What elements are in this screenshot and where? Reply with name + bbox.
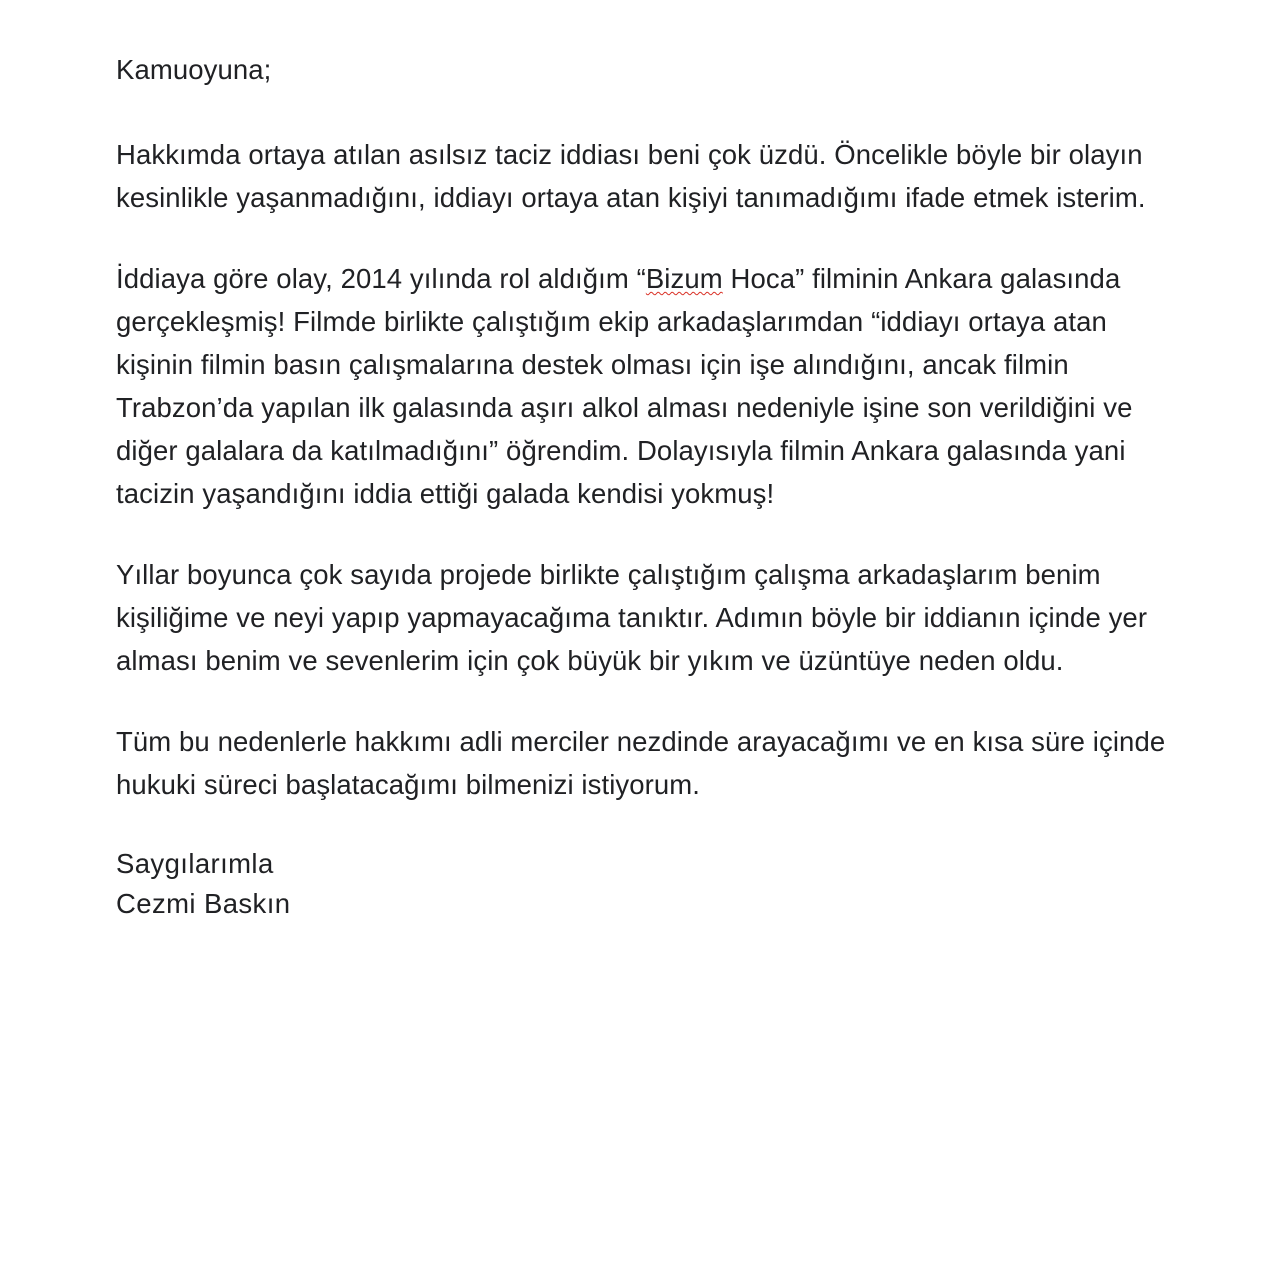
paragraph-character-reference: Yıllar boyunca çok sayıda projede birlikte çalıştığım çalışma arkadaşlarım benim kişiliğime ve neyi yapıp yapmayacağıma tanıktır. Adımın böyle bir iddianın içinde yer alması benim ve sevenlerim için çok büyük bir yıkım ve üzüntüye neden oldu.	[116, 559, 1148, 676]
spellchecked-word: Bizum	[645, 263, 723, 294]
paragraph-legal-action: Tüm bu nedenlerle hakkımı adli merciler nezdinde arayacağımı ve en kısa süre içinde hukuki süreci başlatacağımı bilmenizi istiyorum.	[116, 726, 1166, 800]
public-statement-document	[116, 48, 1184, 924]
paragraph-denial: Hakkımda ortaya atılan asılsız taciz iddiası beni çok üzdü. Öncelikle böyle bir olayın kesinlikle yaşanmadığını, iddiayı ortaya atan kişiyi tanımadığımı ifade etmek isterim.	[116, 139, 1146, 213]
closing-block	[116, 844, 1184, 924]
signer-name: Cezmi Baskın	[116, 888, 291, 919]
salutation-line: Kamuoyuna;	[116, 54, 272, 85]
paragraph-allegation-part-1: İddiaya göre olay, 2014 yılında rol aldığım “	[116, 263, 646, 294]
paragraph-allegation-part-2: Hoca” filminin Ankara galasında gerçekleşmiş! Filmde birlikte çalıştığım ekip arkadaşlarımdan “iddiayı ortaya atan kişinin filmin basın çalışmalarına destek olması için işe alındığını, ancak filmin Trabzon’da yapılan ilk galasında aşırı alkol alması nedeniyle işine son verildiğini ve diğer galalara da katılmadığını” öğrendim. Dolayısıyla filmin Ankara galasında yani tacizin yaşandığını iddia ettiği galada kendisi yokmuş!	[116, 263, 1133, 509]
valediction: Saygılarımla	[116, 848, 274, 879]
paragraph-allegation-details	[116, 257, 1184, 515]
